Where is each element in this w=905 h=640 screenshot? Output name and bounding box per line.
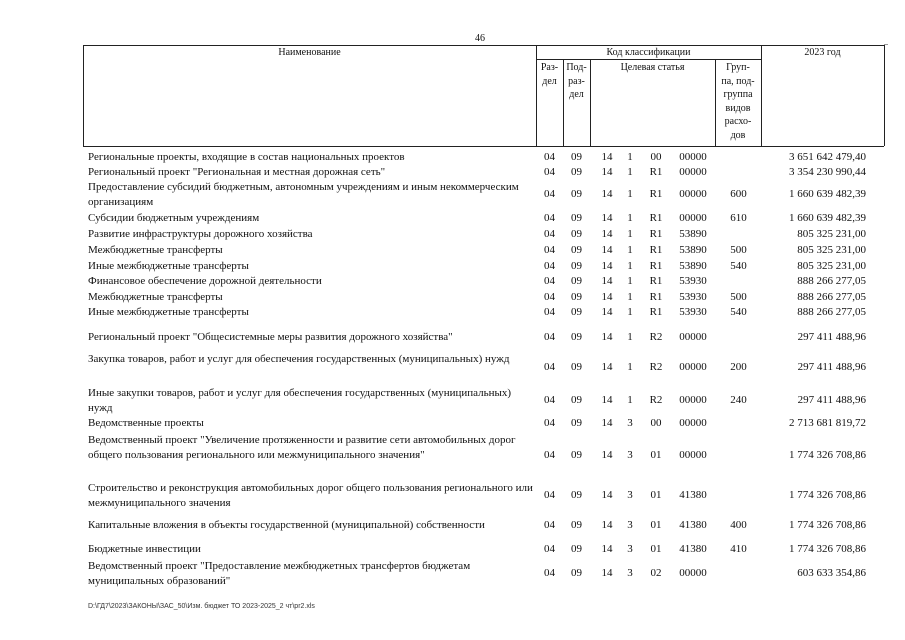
- cell-subprogram: R2: [649, 331, 663, 343]
- cell-type: 1: [627, 166, 633, 178]
- cell-name: Ведомственный проект "Предоставление межбюджетных трансфертов бюджетам муниципальных образований": [88, 560, 471, 587]
- cell-program: 14: [601, 306, 613, 318]
- header-razdel-line: дел: [542, 75, 557, 87]
- cell-program: 14: [601, 291, 613, 303]
- cell-program: 14: [601, 188, 613, 200]
- cell-amount: 805 325 231,00: [797, 260, 866, 272]
- header-code-group: Код классификации: [606, 47, 691, 58]
- cell-amount: 3 651 642 479,40: [789, 151, 866, 163]
- header-vid-line: расхо-: [724, 116, 752, 127]
- cell-razdel: 04: [544, 306, 555, 318]
- cell-amount: 1 660 639 482,39: [789, 188, 866, 200]
- cell-name: Иные межбюджетные трансферты: [88, 306, 249, 318]
- cell-subprogram: R1: [649, 228, 663, 240]
- cell-podrazdel: 09: [571, 228, 582, 240]
- cell-direction: 00000: [679, 567, 707, 579]
- header-year: 2023 год: [804, 47, 841, 58]
- cell-razdel: 04: [544, 166, 555, 178]
- header-vid-line: дов: [730, 129, 746, 141]
- cell-amount: 1 774 326 708,86: [789, 489, 866, 501]
- cell-podrazdel: 09: [571, 244, 582, 256]
- cell-type: 3: [627, 417, 633, 429]
- cell-razdel: 04: [544, 212, 555, 224]
- cell-razdel: 04: [544, 519, 555, 531]
- cell-type: 3: [627, 449, 633, 461]
- cell-razdel: 04: [544, 567, 555, 579]
- cell-program: 14: [601, 151, 613, 163]
- cell-amount: 297 411 488,96: [797, 361, 866, 373]
- cell-expense-type: 400: [730, 519, 747, 531]
- cell-subprogram: R1: [649, 275, 663, 287]
- cell-name: Межбюджетные трансферты: [88, 291, 223, 303]
- cell-direction: 00000: [679, 417, 707, 429]
- header-vid: [715, 61, 761, 142]
- cell-amount: 297 411 488,96: [797, 331, 866, 343]
- cell-type: 1: [627, 306, 633, 318]
- cell-type: 3: [627, 489, 633, 501]
- cell-amount: 1 774 326 708,86: [789, 449, 866, 461]
- cell-direction: 53890: [679, 244, 707, 256]
- cell-program: 14: [601, 489, 613, 501]
- cell-name: Региональный проект "Региональная и местная дорожная сеть": [88, 166, 386, 178]
- cell-amount: 888 266 277,05: [797, 291, 866, 303]
- cell-podrazdel: 09: [571, 212, 582, 224]
- cell-name: Межбюджетные трансферты: [88, 244, 223, 256]
- cell-direction: 53930: [679, 291, 707, 303]
- cell-direction: 00000: [679, 166, 707, 178]
- cell-direction: 00000: [679, 394, 707, 406]
- cell-name: Иные закупки товаров, работ и услуг для обеспечения государственных (муниципальных) нужд: [88, 387, 512, 414]
- header-podrazdel-line: Под-: [566, 62, 587, 73]
- cell-program: 14: [601, 275, 613, 287]
- header-razdel-line: Раз-: [540, 62, 559, 73]
- cell-subprogram: R1: [649, 166, 663, 178]
- cell-program: 14: [601, 212, 613, 224]
- cell-program: 14: [601, 449, 613, 461]
- cell-expense-type: 200: [730, 361, 747, 373]
- cell-podrazdel: 09: [571, 543, 582, 555]
- header-vline-left: [83, 45, 84, 146]
- cell-expense-type: 600: [730, 188, 747, 200]
- cell-program: 14: [601, 519, 613, 531]
- cell-podrazdel: 09: [571, 489, 582, 501]
- header-podrazdel-line: дел: [569, 89, 584, 100]
- cell-amount: 1 774 326 708,86: [789, 543, 866, 555]
- cell-program: 14: [601, 394, 613, 406]
- cell-amount: 3 354 230 990,44: [789, 166, 866, 178]
- cell-name: Предоставление субсидий бюджетным, автономным учреждениям и иным некоммерческим организациям: [88, 181, 519, 208]
- cell-razdel: 04: [544, 543, 555, 555]
- cell-name: Развитие инфраструктуры дорожного хозяйства: [88, 228, 313, 240]
- cell-podrazdel: 09: [571, 260, 582, 272]
- cell-type: 1: [627, 394, 633, 406]
- cell-razdel: 04: [544, 244, 555, 256]
- cell-program: 14: [601, 228, 613, 240]
- header-bottom-rule: [83, 146, 884, 147]
- cell-type: 1: [627, 361, 633, 373]
- cell-program: 14: [601, 567, 613, 579]
- cell-podrazdel: 09: [571, 291, 582, 303]
- cell-direction: 53930: [679, 275, 707, 287]
- page-number: 46: [475, 33, 485, 44]
- cell-direction: 00000: [679, 212, 707, 224]
- cell-razdel: 04: [544, 151, 555, 163]
- cell-type: 3: [627, 567, 633, 579]
- cell-expense-type: 500: [730, 291, 747, 303]
- cell-direction: 41380: [679, 489, 707, 501]
- header-name: Наименование: [278, 47, 341, 58]
- cell-podrazdel: 09: [571, 361, 582, 373]
- cell-type: 1: [627, 212, 633, 224]
- cell-subprogram: R2: [649, 361, 663, 373]
- cell-name: Бюджетные инвестиции: [88, 543, 201, 555]
- header-vline-code: [761, 45, 762, 146]
- cell-type: 1: [627, 228, 633, 240]
- cell-razdel: 04: [544, 417, 555, 429]
- cell-expense-type: 240: [730, 394, 747, 406]
- cell-name: Ведомственные проекты: [88, 417, 204, 429]
- cell-podrazdel: 09: [571, 394, 582, 406]
- cell-subprogram: R1: [649, 212, 663, 224]
- cell-subprogram: R1: [649, 188, 663, 200]
- cell-program: 14: [601, 543, 613, 555]
- cell-direction: 00000: [679, 361, 707, 373]
- cell-type: 1: [627, 260, 633, 272]
- cell-razdel: 04: [544, 291, 555, 303]
- cell-amount: 297 411 488,96: [797, 394, 866, 406]
- cell-subprogram: R1: [649, 244, 663, 256]
- cell-direction: 53890: [679, 260, 707, 272]
- cell-expense-type: 500: [730, 244, 747, 256]
- cell-program: 14: [601, 244, 613, 256]
- cell-expense-type: 610: [730, 212, 747, 224]
- cell-program: 14: [601, 417, 613, 429]
- cell-direction: 00000: [679, 449, 707, 461]
- cell-type: 1: [627, 244, 633, 256]
- cell-razdel: 04: [544, 228, 555, 240]
- cell-podrazdel: 09: [571, 567, 582, 579]
- cell-subprogram: R1: [649, 291, 663, 303]
- cell-direction: 00000: [679, 151, 707, 163]
- cell-direction: 41380: [679, 543, 707, 555]
- header-podrazdel: [563, 61, 590, 102]
- cell-program: 14: [601, 260, 613, 272]
- cell-amount: 805 325 231,00: [797, 244, 866, 256]
- header-target: Целевая статья: [620, 62, 685, 73]
- cell-name: Ведомственный проект "Увеличение протяженности и развитие сети автомобильных дорог общего пользования регионального или межмуниципального значения": [88, 434, 516, 461]
- cell-amount: 888 266 277,05: [797, 306, 866, 318]
- file-path-footer: D:\ГД7\2023\ЗАКОНЫ\ЗАС_50\Изм. бюджет ТО 2023-2025_2 чт\pr2.xls: [88, 603, 315, 610]
- cell-amount: 2 713 681 819,72: [789, 417, 866, 429]
- cell-podrazdel: 09: [571, 449, 582, 461]
- cell-name: Иные межбюджетные трансферты: [88, 260, 249, 272]
- cell-podrazdel: 09: [571, 519, 582, 531]
- cell-podrazdel: 09: [571, 417, 582, 429]
- cell-razdel: 04: [544, 361, 555, 373]
- cell-name: Строительство и реконструкция автомобильных дорог общего пользования регионального или межмуниципального значения: [88, 482, 533, 509]
- cell-razdel: 04: [544, 188, 555, 200]
- cell-subprogram: 01: [650, 489, 662, 501]
- cell-amount: 603 633 354,86: [797, 567, 866, 579]
- cell-razdel: 04: [544, 331, 555, 343]
- cell-razdel: 04: [544, 449, 555, 461]
- header-razdel: [536, 61, 563, 88]
- cell-subprogram: 02: [650, 567, 662, 579]
- cell-name: Финансовое обеспечение дорожной деятельности: [88, 275, 322, 287]
- cell-expense-type: 410: [730, 543, 747, 555]
- cell-direction: 41380: [679, 519, 707, 531]
- cell-subprogram: R1: [649, 306, 663, 318]
- cell-name: Региональный проект "Общесистемные меры развития дорожного хозяйства": [88, 331, 453, 343]
- cell-name: Закупка товаров, работ и услуг для обеспечения государственных (муниципальных) нужд: [88, 353, 510, 365]
- cell-name: Региональные проекты, входящие в состав национальных проектов: [88, 151, 405, 163]
- cell-direction: 53890: [679, 228, 707, 240]
- cell-subprogram: 01: [650, 519, 662, 531]
- cell-amount: 805 325 231,00: [797, 228, 866, 240]
- cell-program: 14: [601, 331, 613, 343]
- header-vline-right: [884, 45, 885, 146]
- cell-razdel: 04: [544, 489, 555, 501]
- cell-subprogram: 00: [650, 151, 662, 163]
- cell-subprogram: R2: [649, 394, 663, 406]
- cell-type: 1: [627, 275, 633, 287]
- cell-type: 1: [627, 188, 633, 200]
- cell-razdel: 04: [544, 260, 555, 272]
- cell-name: Субсидии бюджетным учреждениям: [88, 212, 260, 224]
- cell-amount: 1 660 639 482,39: [789, 212, 866, 224]
- cell-type: 1: [627, 291, 633, 303]
- cell-amount: 1 774 326 708,86: [789, 519, 866, 531]
- cell-podrazdel: 09: [571, 188, 582, 200]
- cell-razdel: 04: [544, 394, 555, 406]
- cell-type: 1: [627, 331, 633, 343]
- cell-direction: 53930: [679, 306, 707, 318]
- cell-program: 14: [601, 166, 613, 178]
- cell-type: 3: [627, 543, 633, 555]
- cell-razdel: 04: [544, 275, 555, 287]
- header-vid-line: па, под-: [721, 75, 755, 87]
- header-vid-line: группа: [723, 89, 753, 100]
- cell-podrazdel: 09: [571, 331, 582, 343]
- cell-name: Капитальные вложения в объекты государственной (муниципальной) собственности: [88, 519, 485, 531]
- header-vid-line: видов: [725, 102, 751, 114]
- cell-subprogram: 01: [650, 449, 662, 461]
- cell-subprogram: R1: [649, 260, 663, 272]
- cell-direction: 00000: [679, 188, 707, 200]
- cell-podrazdel: 09: [571, 275, 582, 287]
- cell-subprogram: 01: [650, 543, 662, 555]
- cell-expense-type: 540: [730, 306, 747, 318]
- header-podrazdel-line: раз-: [568, 75, 585, 87]
- cell-expense-type: 540: [730, 260, 747, 272]
- cell-podrazdel: 09: [571, 151, 582, 163]
- header-vid-line: Груп-: [726, 62, 750, 73]
- cell-type: 1: [627, 151, 633, 163]
- cell-podrazdel: 09: [571, 166, 582, 178]
- cell-program: 14: [601, 361, 613, 373]
- cell-type: 3: [627, 519, 633, 531]
- cell-direction: 00000: [679, 331, 707, 343]
- cell-amount: 888 266 277,05: [797, 275, 866, 287]
- cell-subprogram: 00: [650, 417, 662, 429]
- cell-podrazdel: 09: [571, 306, 582, 318]
